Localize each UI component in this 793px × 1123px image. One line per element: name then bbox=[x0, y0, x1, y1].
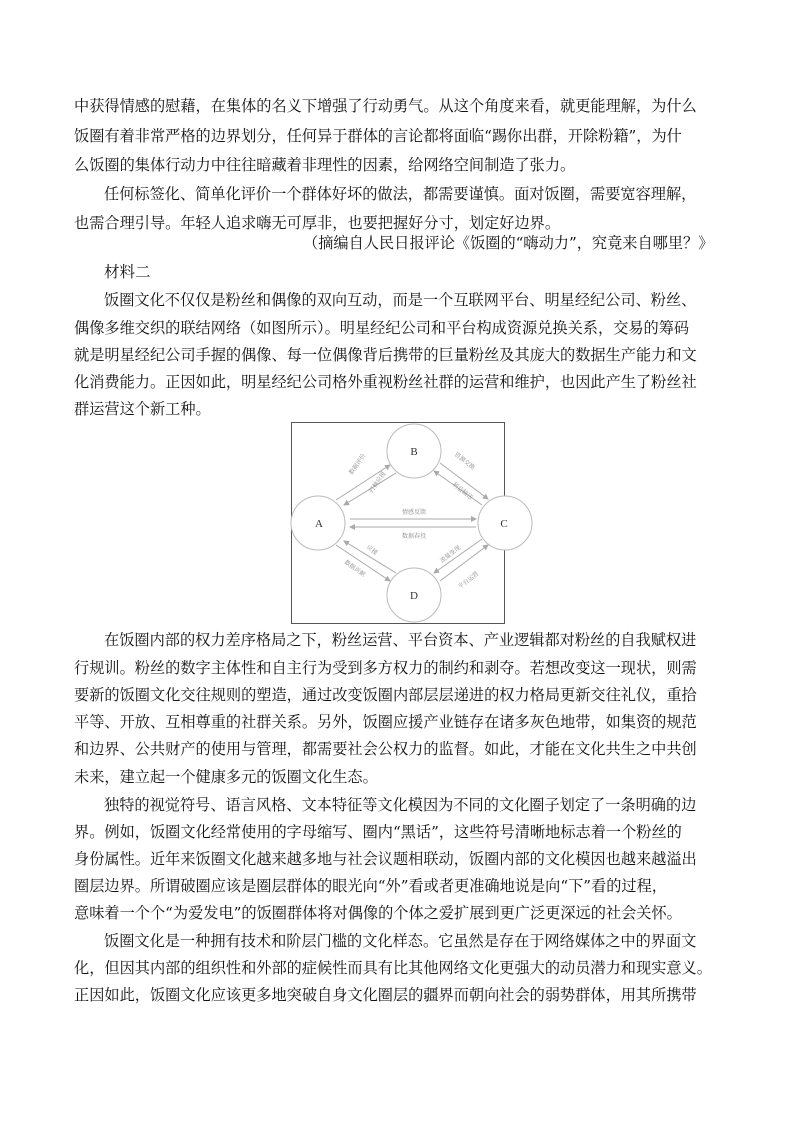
paragraph-5-line-4: 圈层边界。所谓破圈应该是圈层群体的眼光向“外”看或者更准确地说是向“下”看的过程， bbox=[74, 877, 667, 895]
arrow-a-to-b bbox=[336, 465, 390, 500]
paragraph-4-line-4: 平等、开放、互相尊重的社群关系。另外，饭圈应援产业链存在诸多灰色地带，如集资的规范 bbox=[74, 713, 697, 731]
paragraph-1-line-3: 么饭圈的集体行动力中往往暗藏着非理性的因素，给网络空间制造了张力。 bbox=[74, 156, 576, 174]
paragraph-5-line-3: 身份属性。近年来饭圈文化越来越多地与社会议题相联动，饭圈内部的文化模因也越来越溢出 bbox=[74, 850, 697, 868]
paragraph-3-line-1: 饭圈文化不仅仅是粉丝和偶像的双向互动，而是一个互联网平台、明星经纪公司、粉丝、 bbox=[104, 291, 697, 309]
paragraph-4-line-3: 要新的饭圈文化交往规则的塑造，通过改变饭圈内部层层递进的权力格局更新交往礼仪，重拾 bbox=[74, 686, 697, 704]
node-b-label: B bbox=[410, 446, 418, 458]
edge-ab-outer-label: 数据评价 bbox=[347, 452, 368, 477]
paragraph-4-line-5: 和边界、公共财产的使用与管理，都需要社会公权力的监督。如此，才能在文化共生之中共创 bbox=[74, 740, 697, 758]
paragraph-6-line-2: 化，但因其内部的组织性和外部的症候性而具有比其他网络文化更强大的动员潜力和现实意义。 bbox=[74, 959, 712, 977]
paragraph-3-line-3: 就是明星经纪公司手握的偶像、每一位偶像背后携带的巨量粉丝及其庞大的数据生产能力和文 bbox=[74, 346, 697, 364]
center-top-label: 情感反馈 bbox=[401, 509, 427, 516]
node-d-label: D bbox=[410, 590, 418, 602]
source-citation: （摘编自人民日报评论《饭圈的“嗨动力”，究竟来自哪里？》 bbox=[303, 234, 714, 252]
paragraph-5-line-2: 界。例如，饭圈文化经常使用的字母缩写、圈内“黑话”，这些符号清晰地标志着一个粉丝的 bbox=[74, 823, 682, 841]
paragraph-4-line-1: 在饭圈内部的权力差序格局之下，粉丝运营、平台资本、产业逻辑都对粉丝的自我赋权进 bbox=[104, 631, 697, 649]
edge-bc-upper-label: 资源交换 bbox=[452, 451, 477, 472]
paragraph-3-line-5: 群运营这个新工种。 bbox=[74, 400, 211, 418]
center-bottom-label: 数据春投 bbox=[401, 533, 427, 540]
paragraph-3-line-4: 化消费能力。正因如此，明星经纪公司格外重视粉丝社群的运营和维护，也因此产生了粉丝社 bbox=[74, 373, 697, 391]
edge-bc-lower-label: 利益输送 bbox=[450, 481, 475, 502]
node-c-label: C bbox=[500, 518, 508, 530]
paragraph-2-line-1: 任何标签化、简单化评价一个群体好坏的做法，都需要谨慎。面对饭圈，需要宽容理解， bbox=[104, 185, 697, 203]
paragraph-5-line-1: 独特的视觉符号、语言风格、文本特征等文化模因为不同的文化圈子划定了一条明确的边 bbox=[104, 796, 697, 814]
paragraph-6-line-3: 正因如此，饭圈文化应该更多地突破自身文化圈层的疆界而朝向社会的弱势群体，用其所携带 bbox=[74, 986, 697, 1004]
edge-ad-lower-label: 数据贡献 bbox=[342, 558, 367, 579]
paragraph-3-line-2: 偶像多维交织的联结网络（如图所示）。明星经纪公司和平台构成资源兑换关系，交易的筹码 bbox=[74, 319, 690, 337]
edge-dc-upper-label: 流量变现 bbox=[438, 544, 463, 565]
diagram-canvas bbox=[292, 423, 508, 623]
node-a-label: A bbox=[315, 518, 323, 530]
edge-ab-inner-label: 打榜应援 bbox=[367, 470, 388, 495]
paragraph-6-line-1: 饭圈文化是一种拥有技术和阶层门槛的文化样态。它虽然是存在于网络媒体之中的界面文 bbox=[104, 932, 697, 950]
arrow-d-to-c bbox=[440, 545, 488, 581]
paragraph-1-line-1: 中获得情感的慰藉，在集体的名义下增强了行动勇气。从这个角度来看，就更能理解，为什么 bbox=[74, 97, 697, 115]
paragraph-4-line-2: 行规训。粉丝的数字主体性和自主行为受到多方权力的制约和剥夺。若想改变这一现状，则需 bbox=[74, 659, 697, 677]
paragraph-1-line-2: 饭圈有着非常严格的边界划分，任何异于群体的言论都将面临“踢你出群，开除粉籍”，为什 bbox=[74, 127, 682, 145]
paragraph-4-line-6: 未来，建立起一个健康多元的饭圈文化生态。 bbox=[74, 768, 378, 786]
relationship-diagram bbox=[291, 422, 508, 624]
edge-dc-lower-label: 平台运营 bbox=[456, 570, 481, 591]
paragraph-5-line-5: 意味着一个个“为爱发电”的饭圈群体将对偶像的个体之爱扩展到更广泛更深远的社会关怀。 bbox=[74, 904, 682, 922]
edge-ad-upper-label: 应援 bbox=[364, 543, 379, 557]
paragraph-2-line-2: 也需合理引导。年轻人追求嗨无可厚非，也要把握好分寸，划定好边界。 bbox=[74, 214, 560, 232]
section-heading: 材料二 bbox=[104, 263, 151, 281]
